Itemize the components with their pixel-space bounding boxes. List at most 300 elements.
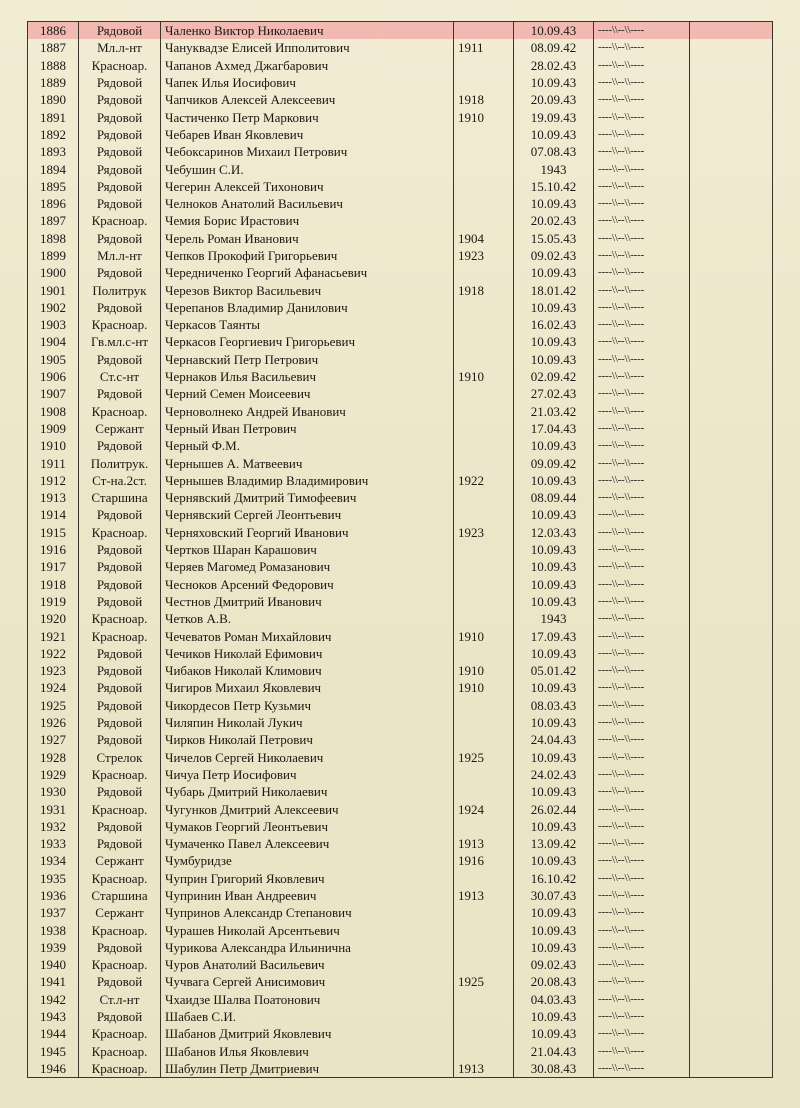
rank-cell: Рядовой [79, 160, 161, 177]
rank-cell: Красноар. [79, 212, 161, 229]
name-cell: Чугунков Дмитрий Алексеевич [161, 800, 454, 817]
record-number: 1919 [28, 593, 79, 610]
extra-cell [690, 921, 773, 938]
rank-cell: Рядовой [79, 714, 161, 731]
record-number: 1930 [28, 783, 79, 800]
birth-year-cell [454, 1025, 514, 1042]
record-number: 1918 [28, 576, 79, 593]
birth-year-cell: 1916 [454, 852, 514, 869]
ditto-mark-cell: ----\\--\\---- [594, 91, 690, 108]
extra-cell [690, 108, 773, 125]
personnel-list-table [27, 21, 773, 1078]
rank-cell: Гв.мл.с-нт [79, 333, 161, 350]
ditto-mark-cell: ----\\--\\---- [594, 679, 690, 696]
rank-cell: Старшина [79, 489, 161, 506]
name-cell: Чепков Прокофий Григорьевич [161, 247, 454, 264]
name-cell: Чернавский Петр Петрович [161, 351, 454, 368]
date-cell: 30.08.43 [514, 1060, 594, 1078]
birth-year-cell [454, 991, 514, 1008]
date-cell: 10.09.43 [514, 195, 594, 212]
rank-cell: Рядовой [79, 818, 161, 835]
rank-cell: Рядовой [79, 558, 161, 575]
rank-cell: Рядовой [79, 645, 161, 662]
rank-cell: Красноар. [79, 800, 161, 817]
rank-cell: Красноар. [79, 1043, 161, 1060]
date-cell: 10.09.43 [514, 748, 594, 765]
name-cell: Черяев Магомед Ромазанович [161, 558, 454, 575]
date-cell: 1943 [514, 610, 594, 627]
name-cell: Чирков Николай Петрович [161, 731, 454, 748]
record-number: 1921 [28, 627, 79, 644]
table-row [28, 420, 773, 437]
table-row [28, 662, 773, 679]
date-cell: 10.09.43 [514, 126, 594, 143]
date-cell: 09.09.42 [514, 454, 594, 471]
table-row [28, 368, 773, 385]
record-number: 1910 [28, 437, 79, 454]
extra-cell [690, 1025, 773, 1042]
record-number: 1903 [28, 316, 79, 333]
birth-year-cell: 1913 [454, 887, 514, 904]
date-cell: 10.09.43 [514, 506, 594, 523]
date-cell: 21.04.43 [514, 1043, 594, 1060]
rank-cell: Красноар. [79, 921, 161, 938]
ditto-mark-cell: ----\\--\\---- [594, 921, 690, 938]
name-cell: Чичелов Сергей Николаевич [161, 748, 454, 765]
table-row [28, 351, 773, 368]
name-cell: Чапек Илья Иосифович [161, 74, 454, 91]
rank-cell: Рядовой [79, 593, 161, 610]
date-cell: 04.03.43 [514, 991, 594, 1008]
name-cell: Чертков Шаран Карашович [161, 541, 454, 558]
ditto-mark-cell: ----\\--\\---- [594, 506, 690, 523]
birth-year-cell [454, 299, 514, 316]
ditto-mark-cell: ----\\--\\---- [594, 420, 690, 437]
extra-cell [690, 973, 773, 990]
record-number: 1933 [28, 835, 79, 852]
date-cell: 1943 [514, 160, 594, 177]
table-row [28, 212, 773, 229]
record-number: 1925 [28, 697, 79, 714]
date-cell: 20.09.43 [514, 91, 594, 108]
name-cell: Чибаков Николай Климович [161, 662, 454, 679]
ditto-mark-cell: ----\\--\\---- [594, 1060, 690, 1078]
birth-year-cell [454, 437, 514, 454]
ditto-mark-cell: ----\\--\\---- [594, 212, 690, 229]
date-cell: 18.01.42 [514, 281, 594, 298]
record-number: 1944 [28, 1025, 79, 1042]
extra-cell [690, 437, 773, 454]
date-cell: 02.09.42 [514, 368, 594, 385]
ditto-mark-cell: ----\\--\\---- [594, 1008, 690, 1025]
extra-cell [690, 524, 773, 541]
name-cell: Частиченко Петр Маркович [161, 108, 454, 125]
rank-cell: Сержант [79, 904, 161, 921]
record-number: 1886 [28, 22, 79, 40]
name-cell: Чхаидзе Шалва Поатонович [161, 991, 454, 1008]
table-row [28, 247, 773, 264]
birth-year-cell [454, 506, 514, 523]
rank-cell: Рядовой [79, 835, 161, 852]
name-cell: Чануквадзе Елисей Ипполитович [161, 39, 454, 56]
table-row [28, 679, 773, 696]
ditto-mark-cell: ----\\--\\---- [594, 818, 690, 835]
name-cell: Чернышев Владимир Владимирович [161, 472, 454, 489]
date-cell: 10.09.43 [514, 299, 594, 316]
table-row [28, 714, 773, 731]
rank-cell: Красноар. [79, 1025, 161, 1042]
extra-cell [690, 230, 773, 247]
extra-cell [690, 731, 773, 748]
table-row-highlighted [28, 22, 773, 40]
ditto-mark-cell: ----\\--\\---- [594, 939, 690, 956]
birth-year-cell: 1910 [454, 662, 514, 679]
record-number: 1938 [28, 921, 79, 938]
ditto-mark-cell: ----\\--\\---- [594, 991, 690, 1008]
rank-cell: Рядовой [79, 541, 161, 558]
rank-cell: Рядовой [79, 385, 161, 402]
record-number: 1939 [28, 939, 79, 956]
record-number: 1899 [28, 247, 79, 264]
extra-cell [690, 489, 773, 506]
record-number: 1927 [28, 731, 79, 748]
table-row [28, 230, 773, 247]
table-row [28, 627, 773, 644]
name-cell: Чупринов Александр Степанович [161, 904, 454, 921]
ditto-mark-cell: ----\\--\\---- [594, 437, 690, 454]
rank-cell: Ст.л-нт [79, 991, 161, 1008]
ditto-mark-cell: ----\\--\\---- [594, 800, 690, 817]
date-cell: 10.09.43 [514, 645, 594, 662]
table-row [28, 39, 773, 56]
extra-cell [690, 212, 773, 229]
birth-year-cell: 1925 [454, 748, 514, 765]
birth-year-cell: 1923 [454, 524, 514, 541]
extra-cell [690, 351, 773, 368]
extra-cell [690, 835, 773, 852]
birth-year-cell [454, 921, 514, 938]
name-cell: Четков А.В. [161, 610, 454, 627]
date-cell: 16.10.42 [514, 870, 594, 887]
extra-cell [690, 472, 773, 489]
table-row [28, 991, 773, 1008]
name-cell: Чесноков Арсений Федорович [161, 576, 454, 593]
record-number: 1904 [28, 333, 79, 350]
name-cell: Черепанов Владимир Данилович [161, 299, 454, 316]
date-cell: 10.09.43 [514, 818, 594, 835]
record-number: 1891 [28, 108, 79, 125]
name-cell: Черкасов Таянты [161, 316, 454, 333]
birth-year-cell [454, 195, 514, 212]
name-cell: Чебушин С.И. [161, 160, 454, 177]
date-cell: 24.02.43 [514, 766, 594, 783]
ditto-mark-cell: ----\\--\\---- [594, 57, 690, 74]
table-row [28, 610, 773, 627]
date-cell: 08.09.44 [514, 489, 594, 506]
extra-cell [690, 697, 773, 714]
date-cell: 05.01.42 [514, 662, 594, 679]
rank-cell: Рядовой [79, 662, 161, 679]
ditto-mark-cell: ----\\--\\---- [594, 610, 690, 627]
name-cell: Чернявский Дмитрий Тимофеевич [161, 489, 454, 506]
birth-year-cell [454, 454, 514, 471]
record-number: 1923 [28, 662, 79, 679]
rank-cell: Рядовой [79, 783, 161, 800]
rank-cell: Рядовой [79, 351, 161, 368]
rank-cell: Рядовой [79, 1008, 161, 1025]
rank-cell: Рядовой [79, 697, 161, 714]
rank-cell: Красноар. [79, 1060, 161, 1078]
table-row [28, 91, 773, 108]
ditto-mark-cell: ----\\--\\---- [594, 160, 690, 177]
table-row [28, 956, 773, 973]
extra-cell [690, 610, 773, 627]
birth-year-cell [454, 22, 514, 40]
extra-cell [690, 939, 773, 956]
ditto-mark-cell: ----\\--\\---- [594, 524, 690, 541]
birth-year-cell [454, 1043, 514, 1060]
birth-year-cell [454, 316, 514, 333]
birth-year-cell [454, 697, 514, 714]
birth-year-cell [454, 212, 514, 229]
date-cell: 27.02.43 [514, 385, 594, 402]
table-row [28, 576, 773, 593]
table-row [28, 1043, 773, 1060]
date-cell: 10.09.43 [514, 74, 594, 91]
date-cell: 10.09.43 [514, 1025, 594, 1042]
record-number: 1909 [28, 420, 79, 437]
ditto-mark-cell: ----\\--\\---- [594, 852, 690, 869]
name-cell: Чапчиков Алексей Алексеевич [161, 91, 454, 108]
ditto-mark-cell: ----\\--\\---- [594, 39, 690, 56]
table-row [28, 108, 773, 125]
record-number: 1916 [28, 541, 79, 558]
table-row [28, 697, 773, 714]
date-cell: 10.09.43 [514, 921, 594, 938]
table-row [28, 766, 773, 783]
ditto-mark-cell: ----\\--\\---- [594, 247, 690, 264]
table-row [28, 143, 773, 160]
extra-cell [690, 281, 773, 298]
table-row [28, 904, 773, 921]
date-cell: 10.09.43 [514, 351, 594, 368]
rank-cell: Рядовой [79, 195, 161, 212]
record-number: 1897 [28, 212, 79, 229]
table-row [28, 645, 773, 662]
birth-year-cell [454, 610, 514, 627]
extra-cell [690, 576, 773, 593]
rank-cell: Ст.с-нт [79, 368, 161, 385]
birth-year-cell: 1910 [454, 679, 514, 696]
ditto-mark-cell: ----\\--\\---- [594, 558, 690, 575]
rank-cell: Рядовой [79, 74, 161, 91]
date-cell: 10.09.43 [514, 852, 594, 869]
record-number: 1935 [28, 870, 79, 887]
ditto-mark-cell: ----\\--\\---- [594, 472, 690, 489]
name-cell: Черноволнеко Андрей Иванович [161, 403, 454, 420]
birth-year-cell: 1913 [454, 1060, 514, 1078]
record-number: 1894 [28, 160, 79, 177]
table-row [28, 1025, 773, 1042]
rank-cell: Сержант [79, 852, 161, 869]
extra-cell [690, 783, 773, 800]
extra-cell [690, 22, 773, 40]
table-row [28, 541, 773, 558]
table-row [28, 385, 773, 402]
table-row [28, 524, 773, 541]
table-row [28, 593, 773, 610]
date-cell: 10.09.43 [514, 541, 594, 558]
rank-cell: Красноар. [79, 610, 161, 627]
record-number: 1946 [28, 1060, 79, 1078]
extra-cell [690, 1043, 773, 1060]
record-number: 1911 [28, 454, 79, 471]
extra-cell [690, 1060, 773, 1078]
extra-cell [690, 178, 773, 195]
rank-cell: Мл.л-нт [79, 247, 161, 264]
birth-year-cell [454, 714, 514, 731]
birth-year-cell [454, 489, 514, 506]
record-number: 1906 [28, 368, 79, 385]
date-cell: 20.02.43 [514, 212, 594, 229]
table-row [28, 939, 773, 956]
rank-cell: Рядовой [79, 22, 161, 40]
record-number: 1937 [28, 904, 79, 921]
extra-cell [690, 541, 773, 558]
extra-cell [690, 333, 773, 350]
ditto-mark-cell: ----\\--\\---- [594, 264, 690, 281]
birth-year-cell [454, 731, 514, 748]
rank-cell: Рядовой [79, 576, 161, 593]
ditto-mark-cell: ----\\--\\---- [594, 316, 690, 333]
birth-year-cell [454, 351, 514, 368]
rank-cell: Рядовой [79, 679, 161, 696]
table-row [28, 195, 773, 212]
table-row [28, 437, 773, 454]
birth-year-cell [454, 385, 514, 402]
ditto-mark-cell: ----\\--\\---- [594, 143, 690, 160]
birth-year-cell [454, 126, 514, 143]
ditto-mark-cell: ----\\--\\---- [594, 368, 690, 385]
date-cell: 09.02.43 [514, 247, 594, 264]
date-cell: 10.09.43 [514, 679, 594, 696]
table-body [28, 22, 773, 1078]
name-cell: Чуров Анатолий Васильевич [161, 956, 454, 973]
name-cell: Чумаков Георгий Леонтьевич [161, 818, 454, 835]
record-number: 1895 [28, 178, 79, 195]
name-cell: Чигиров Михаил Яковлевич [161, 679, 454, 696]
table-row [28, 731, 773, 748]
birth-year-cell [454, 1008, 514, 1025]
record-number: 1915 [28, 524, 79, 541]
date-cell: 15.05.43 [514, 230, 594, 247]
table-row [28, 818, 773, 835]
name-cell: Черный Иван Петрович [161, 420, 454, 437]
rank-cell: Рядовой [79, 230, 161, 247]
name-cell: Чечеватов Роман Михайлович [161, 627, 454, 644]
name-cell: Чиляпин Николай Лукич [161, 714, 454, 731]
birth-year-cell: 1904 [454, 230, 514, 247]
table-row [28, 454, 773, 471]
record-number: 1943 [28, 1008, 79, 1025]
record-number: 1934 [28, 852, 79, 869]
birth-year-cell [454, 766, 514, 783]
birth-year-cell [454, 143, 514, 160]
record-number: 1896 [28, 195, 79, 212]
date-cell: 10.09.43 [514, 558, 594, 575]
date-cell: 21.03.42 [514, 403, 594, 420]
date-cell: 19.09.43 [514, 108, 594, 125]
record-number: 1892 [28, 126, 79, 143]
table-row [28, 973, 773, 990]
birth-year-cell: 1910 [454, 368, 514, 385]
birth-year-cell [454, 904, 514, 921]
rank-cell: Рядовой [79, 108, 161, 125]
name-cell: Чумбуридзе [161, 852, 454, 869]
name-cell: Честнов Дмитрий Иванович [161, 593, 454, 610]
ditto-mark-cell: ----\\--\\---- [594, 645, 690, 662]
birth-year-cell [454, 57, 514, 74]
date-cell: 13.09.42 [514, 835, 594, 852]
name-cell: Черкасов Георгиевич Григорьевич [161, 333, 454, 350]
name-cell: Шабулин Петр Дмитриевич [161, 1060, 454, 1078]
extra-cell [690, 991, 773, 1008]
record-number: 1913 [28, 489, 79, 506]
extra-cell [690, 558, 773, 575]
date-cell: 10.09.43 [514, 1008, 594, 1025]
birth-year-cell: 1925 [454, 973, 514, 990]
rank-cell: Политрук. [79, 454, 161, 471]
rank-cell: Красноар. [79, 870, 161, 887]
ditto-mark-cell: ----\\--\\---- [594, 281, 690, 298]
birth-year-cell: 1924 [454, 800, 514, 817]
ditto-mark-cell: ----\\--\\---- [594, 956, 690, 973]
extra-cell [690, 91, 773, 108]
extra-cell [690, 368, 773, 385]
rank-cell: Красноар. [79, 403, 161, 420]
ditto-mark-cell: ----\\--\\---- [594, 351, 690, 368]
ditto-mark-cell: ----\\--\\---- [594, 178, 690, 195]
name-cell: Чебарев Иван Яковлевич [161, 126, 454, 143]
record-number: 1902 [28, 299, 79, 316]
date-cell: 10.09.43 [514, 472, 594, 489]
table-row [28, 887, 773, 904]
extra-cell [690, 420, 773, 437]
ditto-mark-cell: ----\\--\\---- [594, 766, 690, 783]
extra-cell [690, 714, 773, 731]
date-cell: 10.09.43 [514, 904, 594, 921]
record-number: 1912 [28, 472, 79, 489]
name-cell: Чечиков Николай Ефимович [161, 645, 454, 662]
ditto-mark-cell: ----\\--\\---- [594, 126, 690, 143]
rank-cell: Старшина [79, 887, 161, 904]
name-cell: Черель Роман Иванович [161, 230, 454, 247]
extra-cell [690, 662, 773, 679]
record-number: 1900 [28, 264, 79, 281]
record-number: 1920 [28, 610, 79, 627]
birth-year-cell [454, 956, 514, 973]
ditto-mark-cell: ----\\--\\---- [594, 74, 690, 91]
ditto-mark-cell: ----\\--\\---- [594, 887, 690, 904]
record-number: 1928 [28, 748, 79, 765]
birth-year-cell: 1910 [454, 627, 514, 644]
extra-cell [690, 627, 773, 644]
extra-cell [690, 645, 773, 662]
extra-cell [690, 818, 773, 835]
record-number: 1898 [28, 230, 79, 247]
extra-cell [690, 160, 773, 177]
ditto-mark-cell: ----\\--\\---- [594, 783, 690, 800]
